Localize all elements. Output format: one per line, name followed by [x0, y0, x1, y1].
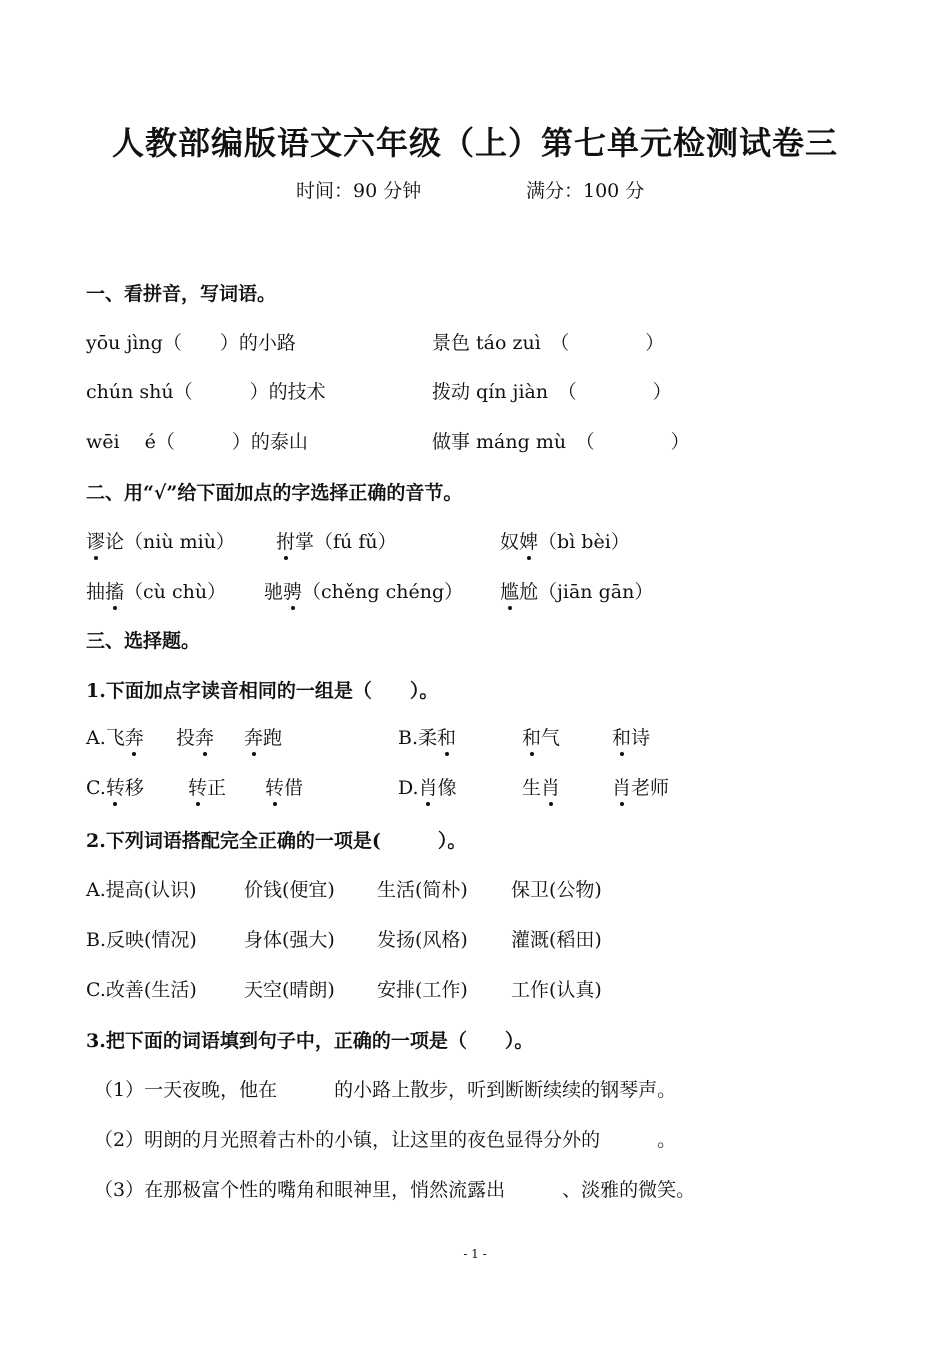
page-title: 人教部编版语文六年级（上）第七单元检测试卷三 [111, 124, 838, 162]
dotted-char: 奔 [125, 723, 144, 750]
option-word: B.反映(情况) [86, 929, 197, 951]
option-word: 灌溉(稻田) [511, 929, 602, 951]
option-word: A.提高(认识) [86, 879, 197, 901]
option-word: 天空(晴朗) [244, 979, 335, 1001]
option-b-word: 和气 [522, 723, 560, 750]
exam-time: 时间：90 分钟 [296, 180, 422, 202]
dotted-char: 转 [265, 773, 284, 800]
fill-sentence: （2）明朗的月光照着古朴的小镇，让这里的夜色显得分外的 。 [94, 1129, 677, 1151]
section3-heading: 三、选择题。 [86, 630, 201, 652]
option-word: 价钱(便宜) [244, 879, 335, 901]
option-d: D.肖像 [398, 773, 457, 800]
option-b: B.柔和 [398, 723, 456, 750]
dotted-char: 骋 [283, 577, 302, 604]
fill-sentence: （3）在那极富个性的嘴角和眼神里，悄然流露出 、淡雅的微笑。 [94, 1179, 696, 1201]
option-b-word: 和诗 [612, 723, 650, 750]
section1-heading: 一、看拼音，写词语。 [86, 283, 277, 305]
option-word: 保卫(公物) [511, 879, 602, 901]
dotted-char: 奔 [195, 723, 214, 750]
pinyin-item: wēi é（ ）的泰山 [86, 431, 308, 453]
pinyin-item: 拨动 qín jiàn （ ） [432, 381, 672, 403]
option-word: C.改善(生活) [86, 979, 197, 1001]
pronunciation-item: 驰骋（chěng chéng） [264, 577, 463, 604]
dotted-char: 转 [106, 773, 125, 800]
fill-sentence: （1）一天夜晚，他在 的小路上散步，听到断断续续的钢琴声。 [94, 1079, 677, 1101]
dotted-char: 和 [612, 723, 631, 750]
dotted-char: 肖 [541, 773, 560, 800]
option-a: A.飞奔 [86, 723, 144, 750]
dotted-char: 尴 [500, 577, 519, 604]
exam-score: 满分：100 分 [526, 180, 645, 202]
option-word: 工作(认真) [511, 979, 602, 1001]
pronunciation-item: 奴婢（bì bèi） [500, 527, 630, 554]
option-word: 身体(强大) [244, 929, 335, 951]
option-word: 安排(工作) [377, 979, 468, 1001]
page-number: - 1 - [463, 1247, 487, 1261]
pronunciation-item: 尴尬（jiān gān） [500, 577, 653, 604]
option-d-word: 生肖 [522, 773, 560, 800]
option-c: C.转移 [86, 773, 144, 800]
option-a-word: 投奔 [176, 723, 214, 750]
option-c-word: 转借 [265, 773, 303, 800]
dotted-char: 拊 [276, 527, 295, 554]
pinyin-item: 景色 táo zuì （ ） [432, 332, 665, 354]
dotted-char: 搐 [105, 577, 124, 604]
pinyin-item: yōu jìng（ ）的小路 [86, 332, 296, 354]
dotted-char: 转 [188, 773, 207, 800]
section2-heading: 二、用“√”给下面加点的字选择正确的音节。 [86, 482, 463, 504]
dotted-char: 和 [437, 723, 456, 750]
dotted-char: 婢 [519, 527, 538, 554]
pronunciation-item: 拊掌（fú fǔ） [276, 527, 397, 554]
pinyin-item: 做事 máng mù （ ） [432, 431, 690, 453]
question1-stem: 1.下面加点字读音相同的一组是（ ）。 [86, 680, 439, 702]
dotted-char: 肖 [612, 773, 631, 800]
option-word: 生活(简朴) [377, 879, 468, 901]
question3-stem: 3.把下面的词语填到句子中，正确的一项是（ ）。 [86, 1030, 534, 1052]
option-c-word: 转正 [188, 773, 226, 800]
pronunciation-item: 谬论（niù miù） [86, 527, 235, 554]
dotted-char: 奔 [244, 723, 263, 750]
option-d-word: 肖老师 [612, 773, 669, 800]
option-a-word: 奔跑 [244, 723, 282, 750]
pronunciation-item: 抽搐（cù chù） [86, 577, 226, 604]
question2-stem: 2.下列词语搭配完全正确的一项是( ）。 [86, 830, 467, 852]
dotted-char: 谬 [86, 527, 105, 554]
dotted-char: 和 [522, 723, 541, 750]
pinyin-item: chún shú（ ）的技术 [86, 381, 326, 403]
dotted-char: 肖 [419, 773, 438, 800]
option-word: 发扬(风格) [377, 929, 468, 951]
